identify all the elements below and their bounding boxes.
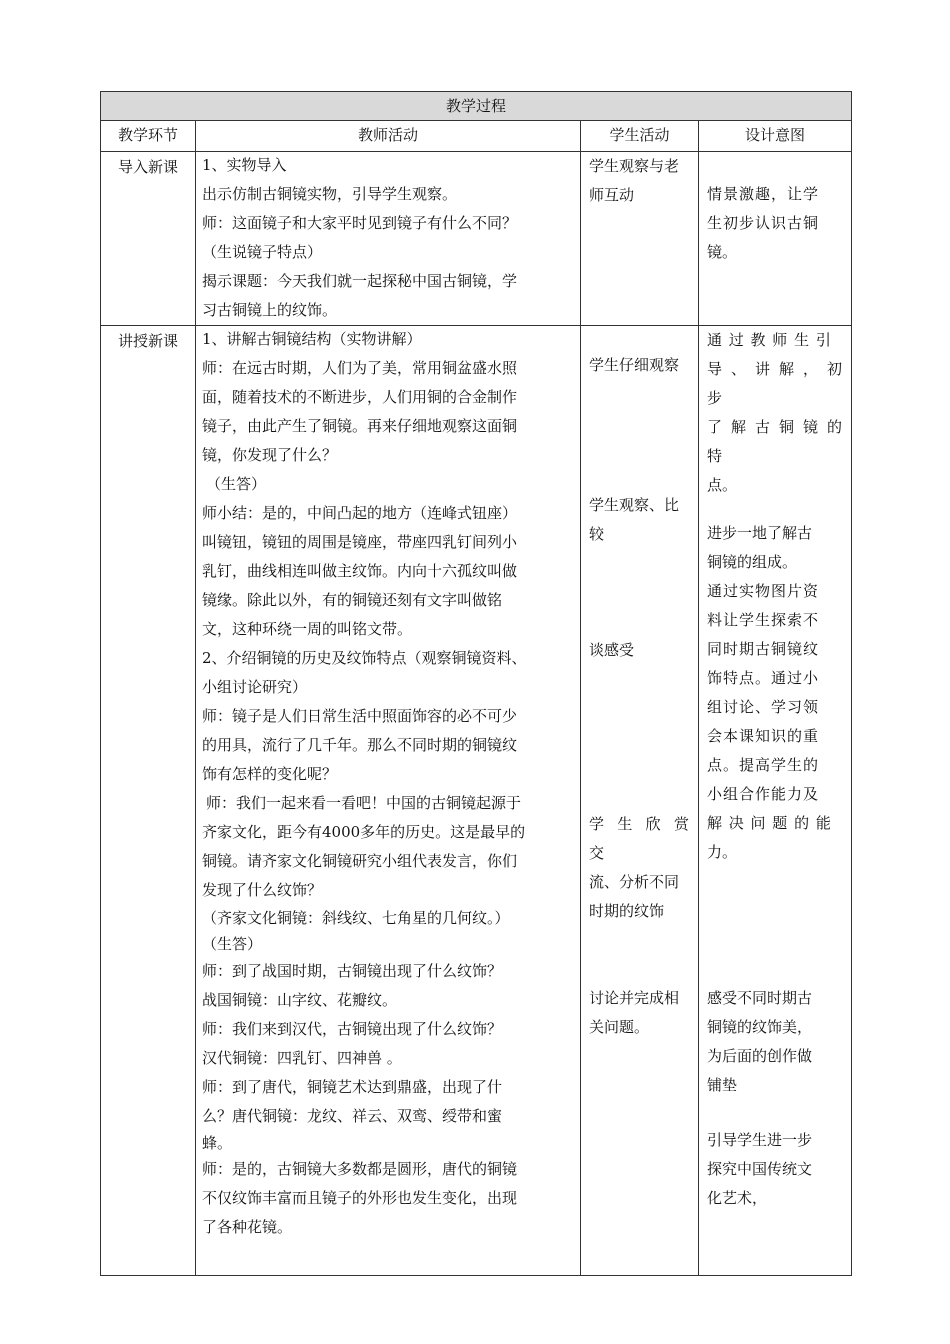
- intent-line: 组讨论、学习领: [707, 698, 820, 716]
- student-line: 学 生 欣 赏 交: [589, 815, 690, 862]
- student-line: 关问题。: [589, 1018, 650, 1036]
- teacher-line: 叫镜钮，镜钮的周围是镜座，带座四乳钉间列小: [202, 533, 518, 551]
- teacher-line: 不仅纹饰丰富而且镜子的外形也发生变化，出现: [202, 1189, 518, 1207]
- intent-line: 饰特点。通过小: [707, 669, 820, 687]
- teacher-line: （生答）: [202, 935, 263, 953]
- student-line: 时期的纹饰: [589, 902, 665, 920]
- teacher-line: 镜缘。除此以外，有的铜镜还刻有文字叫做铭: [202, 591, 503, 609]
- header-student-activity: 学生活动: [581, 121, 699, 152]
- teacher-line: 面，随着技术的不断进步，人们用铜的合金制作: [202, 388, 518, 406]
- design-intent-intro: [699, 152, 852, 326]
- teacher-line: 么？唐代铜镜：龙纹、祥云、双鸾、绶带和蜜: [202, 1107, 503, 1125]
- teacher-line: 齐家文化，距今有4000多年的历史。这是最早的: [202, 823, 526, 841]
- teacher-line: 师：这面镜子和大家平时见到镜子有什么不同？: [202, 214, 518, 232]
- student-activity-intro: [581, 152, 699, 326]
- intent-line: 铜镜的纹饰美，: [707, 1018, 813, 1036]
- stage-intro: 导入新课: [101, 152, 196, 326]
- intent-line: 导 、 讲 解 ， 初 步: [707, 360, 844, 407]
- intent-line: 同时期古铜镜纹: [707, 640, 820, 658]
- teacher-line: （生答）: [206, 475, 267, 493]
- student-block: [581, 491, 698, 549]
- student-block: [581, 984, 698, 1042]
- intent-line: 生初步认识古铜: [707, 214, 820, 232]
- teacher-line: 镜，你发现了什么？: [202, 446, 338, 464]
- student-line: 学生观察与老: [589, 157, 680, 175]
- teacher-line: （生说镜子特点）: [202, 243, 323, 261]
- student-line: 讨论并完成相: [589, 989, 680, 1007]
- teacher-line: 汉代铜镜：四乳钉、四神兽 。: [202, 1049, 402, 1067]
- intent-line: 会本课知识的重: [707, 727, 820, 745]
- student-line: 流、分析不同: [589, 873, 680, 891]
- intent-block: [699, 1126, 851, 1213]
- student-line: 师互动: [589, 186, 635, 204]
- intent-line: 化艺术，: [707, 1189, 768, 1207]
- teacher-line: 蜂。: [202, 1134, 233, 1152]
- teacher-line: 1、讲解古铜镜结构（实物讲解）: [202, 330, 422, 348]
- header-design-intent: 设计意图: [699, 121, 852, 152]
- design-intent-new-lesson: [699, 326, 852, 1276]
- student-line: 学生仔细观察: [589, 356, 680, 374]
- intent-line: 通 过 教 师 生 引: [707, 331, 832, 349]
- intent-block: [699, 519, 851, 867]
- intent-line: 料让学生探索不: [707, 611, 820, 629]
- teacher-line: 揭示课题：今天我们就一起探秘中国古铜镜，学: [202, 272, 518, 290]
- section-new-lesson-row: [101, 326, 852, 1276]
- teacher-line: 师：到了战国时期，古铜镜出现了什么纹饰？: [202, 962, 503, 980]
- teacher-line: 1、实物导入: [202, 156, 287, 174]
- teacher-line: 发现了什么纹饰？: [202, 881, 323, 899]
- teaching-process-table: [100, 91, 852, 1276]
- teacher-line: （齐家文化铜镜：斜线纹、七角星的几何纹。）: [202, 909, 510, 927]
- intent-line: 了 解 古 铜 镜 的 特: [707, 418, 844, 465]
- teacher-line: 战国铜镜：山字纹、花瓣纹。: [202, 991, 398, 1009]
- intent-line: 铺垫: [707, 1076, 738, 1094]
- teacher-line: 镜子，由此产生了铜镜。再来仔细地观察这面铜: [202, 417, 518, 435]
- intent-line: 为后面的创作做: [707, 1047, 813, 1065]
- intent-line: 力。: [707, 843, 738, 861]
- intent-line: 探究中国传统文: [707, 1160, 813, 1178]
- teacher-line: 师：我们一起来看一看吧！中国的古铜镜起源于: [206, 794, 522, 812]
- intent-line: 小组合作能力及: [707, 785, 820, 803]
- intent-line: 解 决 问 题 的 能: [707, 814, 832, 832]
- student-line: 谈感受: [589, 641, 635, 659]
- student-block: [581, 810, 698, 926]
- teacher-line: 的用具，流行了几千年。那么不同时期的铜镜纹: [202, 736, 518, 754]
- teacher-line: 师小结：是的，中间凸起的地方（连峰式钮座）: [202, 504, 518, 522]
- teacher-line: 饰有怎样的变化呢？: [202, 765, 338, 783]
- teacher-line: 师：镜子是人们日常生活中照面饰容的必不可少: [202, 707, 518, 725]
- teacher-line: 文，这种环绕一周的叫铭文带。: [202, 620, 413, 638]
- teacher-line: 小组讨论研究）: [202, 678, 308, 696]
- intent-line: 点。提高学生的: [707, 756, 820, 774]
- teacher-line: 乳钉，曲线相连叫做主纹饰。内向十六孤纹叫做: [202, 562, 518, 580]
- intent-line: 感受不同时期古: [707, 989, 813, 1007]
- section-intro-row: [101, 152, 852, 326]
- header-stage: 教学环节: [101, 121, 196, 152]
- intent-line: 进步一地了解古: [707, 524, 813, 542]
- student-block: [581, 351, 698, 380]
- teacher-activity-new-lesson: [196, 326, 581, 1276]
- table-title: 教学过程: [101, 92, 852, 121]
- intent-line: 镜。: [707, 243, 738, 261]
- student-activity-new-lesson: [581, 326, 699, 1276]
- student-line: 学生观察、比: [589, 496, 680, 514]
- intent-line: 点。: [707, 476, 738, 494]
- teacher-line: 了各种花镜。: [202, 1218, 293, 1236]
- intent-line: 铜镜的组成。: [707, 553, 798, 571]
- teacher-line: 2、介绍铜镜的历史及纹饰特点（观察铜镜资料、: [202, 649, 527, 667]
- teacher-activity-intro: [196, 152, 581, 326]
- teacher-line: 习古铜镜上的纹饰。: [202, 301, 338, 319]
- intent-block: [699, 984, 851, 1100]
- teacher-line: 师：是的，古铜镜大多数都是圆形，唐代的铜镜: [202, 1160, 518, 1178]
- teacher-line: 师：在远古时期，人们为了美，常用铜盆盛水照: [202, 359, 518, 377]
- header-row: [101, 121, 852, 152]
- student-line: 较: [589, 525, 605, 543]
- teacher-line: 师：我们来到汉代，古铜镜出现了什么纹饰？: [202, 1020, 503, 1038]
- intent-block: [699, 326, 851, 500]
- intent-line: 情景激趣，让学: [707, 185, 820, 203]
- teacher-line: 师：到了唐代，铜镜艺术达到鼎盛，出现了什: [202, 1078, 503, 1096]
- teacher-line: 铜镜。请齐家文化铜镜研究小组代表发言，你们: [202, 852, 518, 870]
- intent-line: 通过实物图片资: [707, 582, 820, 600]
- intent-line: 引导学生进一步: [707, 1131, 813, 1149]
- header-teacher-activity: 教师活动: [196, 121, 581, 152]
- student-block: [581, 636, 698, 665]
- teacher-line: 出示仿制古铜镜实物，引导学生观察。: [202, 185, 458, 203]
- stage-new-lesson: 讲授新课: [101, 326, 196, 1276]
